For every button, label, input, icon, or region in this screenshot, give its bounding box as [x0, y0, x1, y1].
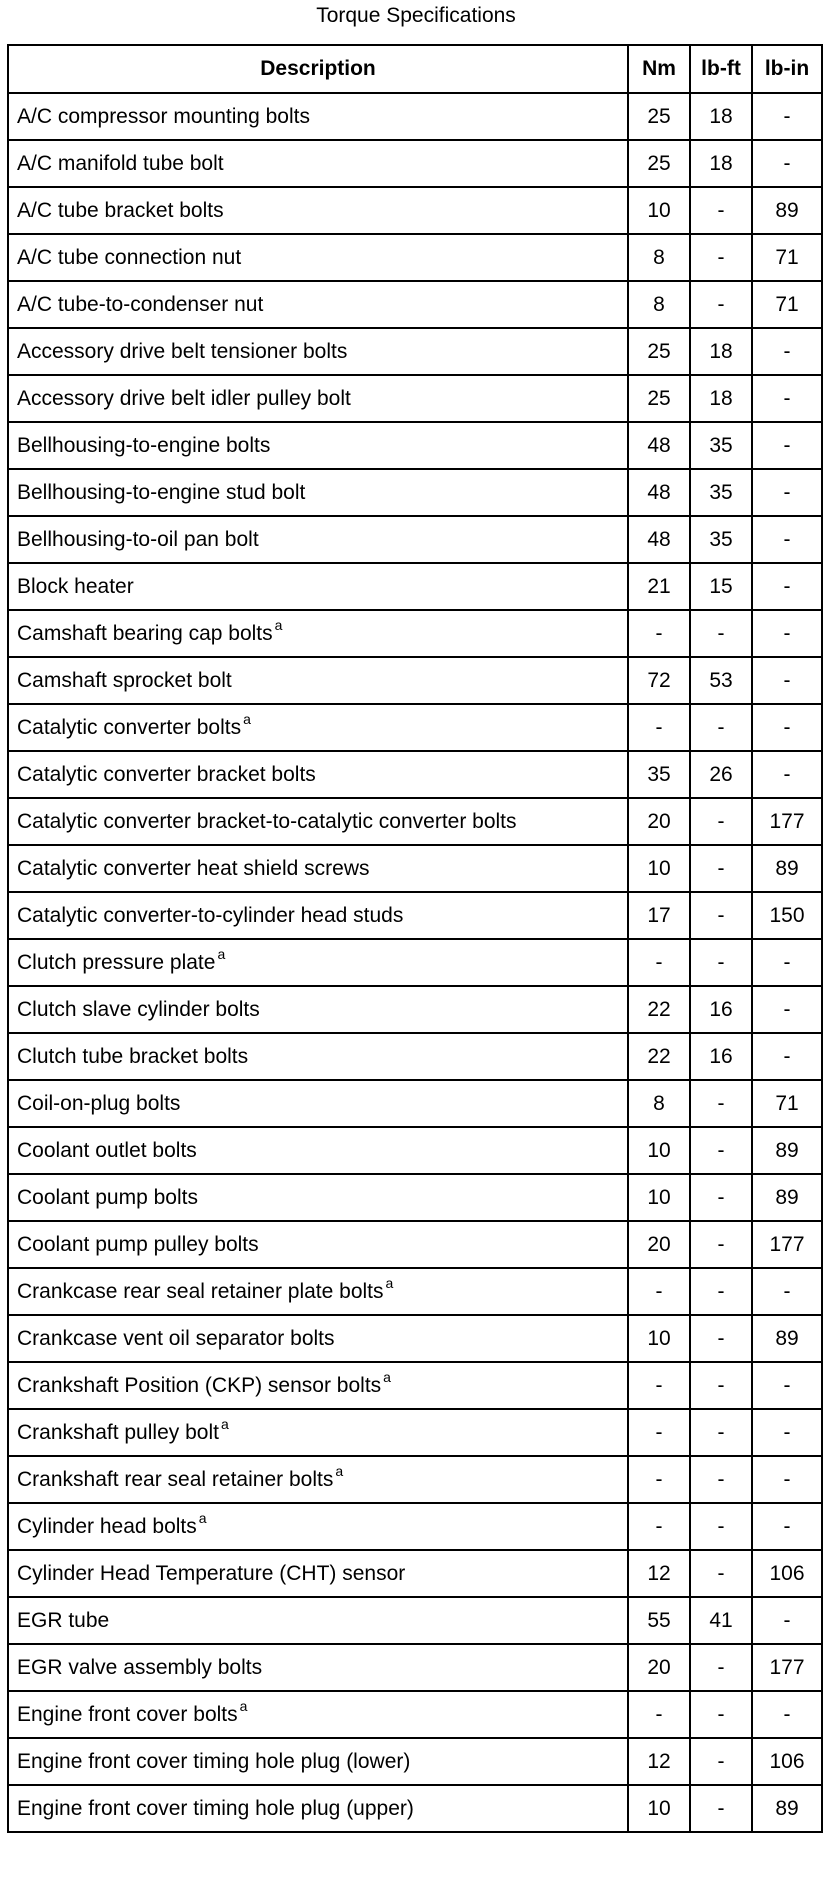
lbft-cell: - [690, 1550, 752, 1597]
nm-cell: 48 [628, 469, 690, 516]
nm-cell: 72 [628, 657, 690, 704]
table-row [8, 845, 822, 892]
table-row [8, 187, 822, 234]
table-row [8, 1644, 822, 1691]
lbft-cell: - [690, 1174, 752, 1221]
description-text: Camshaft sprocket bolt [17, 668, 232, 692]
footnote-marker: a [217, 945, 226, 962]
description-text: Coolant pump bolts [17, 1185, 198, 1209]
description-cell [8, 1409, 628, 1456]
description-cell [8, 234, 628, 281]
nm-cell: 20 [628, 798, 690, 845]
lbin-cell: 89 [752, 1315, 822, 1362]
description-cell [8, 140, 628, 187]
nm-cell: 20 [628, 1221, 690, 1268]
description-text: Bellhousing-to-oil pan bolt [17, 527, 259, 551]
lbft-cell: - [690, 1268, 752, 1315]
description-cell [8, 516, 628, 563]
lbft-cell: - [690, 1738, 752, 1785]
table-row [8, 704, 822, 751]
description-text: Bellhousing-to-engine bolts [17, 433, 271, 457]
description-text: A/C manifold tube bolt [17, 151, 224, 175]
lbin-cell: - [752, 1691, 822, 1738]
nm-cell: 8 [628, 1080, 690, 1127]
footnote-marker: a [274, 616, 283, 633]
lbin-cell: - [752, 93, 822, 140]
lbin-cell: - [752, 422, 822, 469]
description-cell [8, 328, 628, 375]
description-text: EGR valve assembly bolts [17, 1655, 263, 1679]
description-cell [8, 187, 628, 234]
lbin-cell: - [752, 1033, 822, 1080]
table-row [8, 1691, 822, 1738]
lbin-cell: - [752, 657, 822, 704]
footnote-marker: a [385, 1274, 394, 1291]
table-row [8, 1033, 822, 1080]
description-text: Cylinder Head Temperature (CHT) sensor [17, 1561, 406, 1585]
nm-cell: 20 [628, 1644, 690, 1691]
column-header-nm: Nm [628, 45, 690, 93]
lbft-cell: 16 [690, 1033, 752, 1080]
description-text: Accessory drive belt idler pulley bolt [17, 386, 351, 410]
table-row [8, 751, 822, 798]
description-cell [8, 469, 628, 516]
description-text: Catalytic converter bracket-to-catalytic converter bolts [17, 809, 517, 833]
lbft-cell: - [690, 1644, 752, 1691]
lbft-cell: 41 [690, 1597, 752, 1644]
nm-cell: - [628, 1503, 690, 1550]
lbin-cell: 177 [752, 1644, 822, 1691]
description-text: Coil-on-plug bolts [17, 1091, 181, 1115]
torque-table [7, 44, 823, 1833]
page-title: Torque Specifications [316, 4, 516, 27]
nm-cell: 48 [628, 516, 690, 563]
lbin-cell: - [752, 610, 822, 657]
lbft-cell: 18 [690, 328, 752, 375]
lbft-cell: 26 [690, 751, 752, 798]
nm-cell: 12 [628, 1550, 690, 1597]
description-text: Accessory drive belt tensioner bolts [17, 339, 348, 363]
lbft-cell: - [690, 610, 752, 657]
description-text: Crankcase rear seal retainer plate bolts [17, 1279, 384, 1303]
lbft-cell: - [690, 234, 752, 281]
lbft-cell: - [690, 845, 752, 892]
description-text: Catalytic converter bolts [17, 715, 242, 739]
description-cell [8, 1315, 628, 1362]
description-cell [8, 1033, 628, 1080]
description-text: Bellhousing-to-engine stud bolt [17, 480, 306, 504]
table-row [8, 1456, 822, 1503]
nm-cell: - [628, 704, 690, 751]
description-text: EGR tube [17, 1608, 110, 1632]
lbin-cell: 71 [752, 234, 822, 281]
table-row [8, 1221, 822, 1268]
description-cell [8, 1127, 628, 1174]
column-header-description: Description [8, 45, 628, 93]
table-row [8, 1785, 822, 1832]
table-row [8, 1268, 822, 1315]
description-text: Catalytic converter heat shield screws [17, 856, 370, 880]
description-text: Clutch slave cylinder bolts [17, 997, 260, 1021]
description-cell [8, 1268, 628, 1315]
description-cell [8, 1691, 628, 1738]
description-cell [8, 845, 628, 892]
description-text: Catalytic converter-to-cylinder head studs [17, 903, 404, 927]
lbft-cell: - [690, 281, 752, 328]
description-cell [8, 939, 628, 986]
table-row [8, 610, 822, 657]
description-cell [8, 704, 628, 751]
lbft-cell: - [690, 892, 752, 939]
lbin-cell: 106 [752, 1738, 822, 1785]
table-row [8, 1315, 822, 1362]
description-cell [8, 422, 628, 469]
nm-cell: 8 [628, 234, 690, 281]
lbft-cell: 35 [690, 422, 752, 469]
table-row [8, 1080, 822, 1127]
lbin-cell: 177 [752, 798, 822, 845]
description-text: A/C compressor mounting bolts [17, 104, 310, 128]
lbft-cell: 18 [690, 140, 752, 187]
nm-cell: - [628, 1268, 690, 1315]
lbin-cell: - [752, 939, 822, 986]
description-cell [8, 1738, 628, 1785]
description-text: Cylinder head bolts [17, 1514, 197, 1538]
table-row [8, 1503, 822, 1550]
nm-cell: 22 [628, 986, 690, 1033]
table-row [8, 657, 822, 704]
lbin-cell: - [752, 1597, 822, 1644]
lbft-cell: - [690, 798, 752, 845]
description-cell [8, 93, 628, 140]
nm-cell: - [628, 1409, 690, 1456]
table-row [8, 986, 822, 1033]
lbft-cell: - [690, 939, 752, 986]
footnote-marker: a [383, 1368, 391, 1385]
lbin-cell: - [752, 1456, 822, 1503]
table-row [8, 281, 822, 328]
description-cell [8, 375, 628, 422]
nm-cell: 10 [628, 187, 690, 234]
description-text: Coolant pump pulley bolts [17, 1232, 259, 1256]
description-cell [8, 563, 628, 610]
nm-cell: 17 [628, 892, 690, 939]
description-text: Clutch pressure plate [17, 950, 216, 974]
nm-cell: 55 [628, 1597, 690, 1644]
description-cell [8, 1080, 628, 1127]
lbft-cell: - [690, 1315, 752, 1362]
nm-cell: 35 [628, 751, 690, 798]
description-text: Crankcase vent oil separator bolts [17, 1326, 335, 1350]
description-text: Clutch tube bracket bolts [17, 1044, 249, 1068]
nm-cell: 25 [628, 328, 690, 375]
description-text: Crankshaft rear seal retainer bolts [17, 1467, 334, 1491]
nm-cell: - [628, 1691, 690, 1738]
description-cell [8, 657, 628, 704]
lbft-cell: 15 [690, 563, 752, 610]
lbin-cell: 150 [752, 892, 822, 939]
lbft-cell: 35 [690, 469, 752, 516]
table-row [8, 798, 822, 845]
table-row [8, 939, 822, 986]
table-row [8, 328, 822, 375]
description-cell [8, 610, 628, 657]
lbin-cell: - [752, 469, 822, 516]
nm-cell: - [628, 939, 690, 986]
nm-cell: - [628, 610, 690, 657]
table-row [8, 516, 822, 563]
description-cell [8, 1503, 628, 1550]
lbin-cell: - [752, 1362, 822, 1409]
lbft-cell: 16 [690, 986, 752, 1033]
lbin-cell: - [752, 1503, 822, 1550]
nm-cell: 22 [628, 1033, 690, 1080]
description-text: A/C tube connection nut [17, 245, 242, 269]
table-row [8, 1597, 822, 1644]
description-cell [8, 1174, 628, 1221]
table-row [8, 375, 822, 422]
lbin-cell: 71 [752, 281, 822, 328]
lbin-cell: 89 [752, 187, 822, 234]
description-cell [8, 1550, 628, 1597]
table-header-row [8, 45, 822, 93]
table-row [8, 1738, 822, 1785]
nm-cell: 8 [628, 281, 690, 328]
lbin-cell: 89 [752, 1127, 822, 1174]
lbin-cell: - [752, 140, 822, 187]
table-row [8, 234, 822, 281]
lbin-cell: 89 [752, 1174, 822, 1221]
footnote-marker: a [198, 1509, 207, 1526]
footnote-marker: a [239, 1697, 248, 1714]
nm-cell: 10 [628, 1174, 690, 1221]
lbft-cell: 18 [690, 93, 752, 140]
nm-cell: - [628, 1456, 690, 1503]
table-row [8, 469, 822, 516]
lbin-cell: - [752, 375, 822, 422]
lbin-cell: - [752, 328, 822, 375]
lbin-cell: 177 [752, 1221, 822, 1268]
lbft-cell: 18 [690, 375, 752, 422]
lbft-cell: - [690, 1409, 752, 1456]
lbft-cell: - [690, 187, 752, 234]
lbft-cell: - [690, 704, 752, 751]
lbin-cell: - [752, 1268, 822, 1315]
lbin-cell: - [752, 751, 822, 798]
description-text: Engine front cover bolts [17, 1702, 238, 1726]
description-cell [8, 1597, 628, 1644]
lbft-cell: 53 [690, 657, 752, 704]
nm-cell: 10 [628, 1127, 690, 1174]
description-text: Engine front cover timing hole plug (lower) [17, 1749, 411, 1773]
nm-cell: 25 [628, 375, 690, 422]
lbft-cell: - [690, 1221, 752, 1268]
nm-cell: 25 [628, 140, 690, 187]
nm-cell: 10 [628, 845, 690, 892]
description-text: Block heater [17, 574, 134, 598]
description-text: A/C tube-to-condenser nut [17, 292, 264, 316]
table-row [8, 93, 822, 140]
nm-cell: 12 [628, 1738, 690, 1785]
description-cell [8, 892, 628, 939]
table-row [8, 1174, 822, 1221]
description-cell [8, 986, 628, 1033]
lbft-cell: 35 [690, 516, 752, 563]
table-row [8, 1409, 822, 1456]
lbin-cell: - [752, 986, 822, 1033]
table-row [8, 422, 822, 469]
lbft-cell: - [690, 1503, 752, 1550]
nm-cell: 10 [628, 1315, 690, 1362]
table-row [8, 1362, 822, 1409]
description-cell [8, 1456, 628, 1503]
table-row [8, 563, 822, 610]
description-cell [8, 1221, 628, 1268]
lbft-cell: - [690, 1456, 752, 1503]
lbin-cell: - [752, 704, 822, 751]
nm-cell: 48 [628, 422, 690, 469]
lbin-cell: - [752, 563, 822, 610]
nm-cell: 25 [628, 93, 690, 140]
description-cell [8, 798, 628, 845]
description-text: Coolant outlet bolts [17, 1138, 197, 1162]
nm-cell: 21 [628, 563, 690, 610]
footnote-marker: a [220, 1415, 229, 1432]
table-row [8, 1127, 822, 1174]
lbin-cell: - [752, 516, 822, 563]
description-text: Camshaft bearing cap bolts [17, 621, 273, 645]
lbin-cell: 106 [752, 1550, 822, 1597]
table-row [8, 1550, 822, 1597]
lbin-cell: 89 [752, 1785, 822, 1832]
description-text: Engine front cover timing hole plug (upper) [17, 1796, 414, 1820]
nm-cell: - [628, 1362, 690, 1409]
description-text: Crankshaft pulley bolt [17, 1420, 219, 1444]
lbin-cell: - [752, 1409, 822, 1456]
lbft-cell: - [690, 1362, 752, 1409]
lbft-cell: - [690, 1691, 752, 1738]
footnote-marker: a [335, 1462, 344, 1479]
table-row [8, 892, 822, 939]
lbft-cell: - [690, 1785, 752, 1832]
lbin-cell: 89 [752, 845, 822, 892]
lbin-cell: 71 [752, 1080, 822, 1127]
column-header-lbft: lb-ft [690, 45, 752, 93]
description-cell [8, 281, 628, 328]
description-cell [8, 1644, 628, 1691]
description-text: Crankshaft Position (CKP) sensor bolts [17, 1373, 382, 1397]
column-header-lbin: lb-in [752, 45, 822, 93]
lbft-cell: - [690, 1080, 752, 1127]
table-body [8, 93, 822, 1832]
lbft-cell: - [690, 1127, 752, 1174]
table-row [8, 140, 822, 187]
description-cell [8, 1785, 628, 1832]
footnote-marker: a [243, 710, 251, 727]
description-cell [8, 751, 628, 798]
description-text: Catalytic converter bracket bolts [17, 762, 316, 786]
description-text: A/C tube bracket bolts [17, 198, 224, 222]
description-cell [8, 1362, 628, 1409]
nm-cell: 10 [628, 1785, 690, 1832]
